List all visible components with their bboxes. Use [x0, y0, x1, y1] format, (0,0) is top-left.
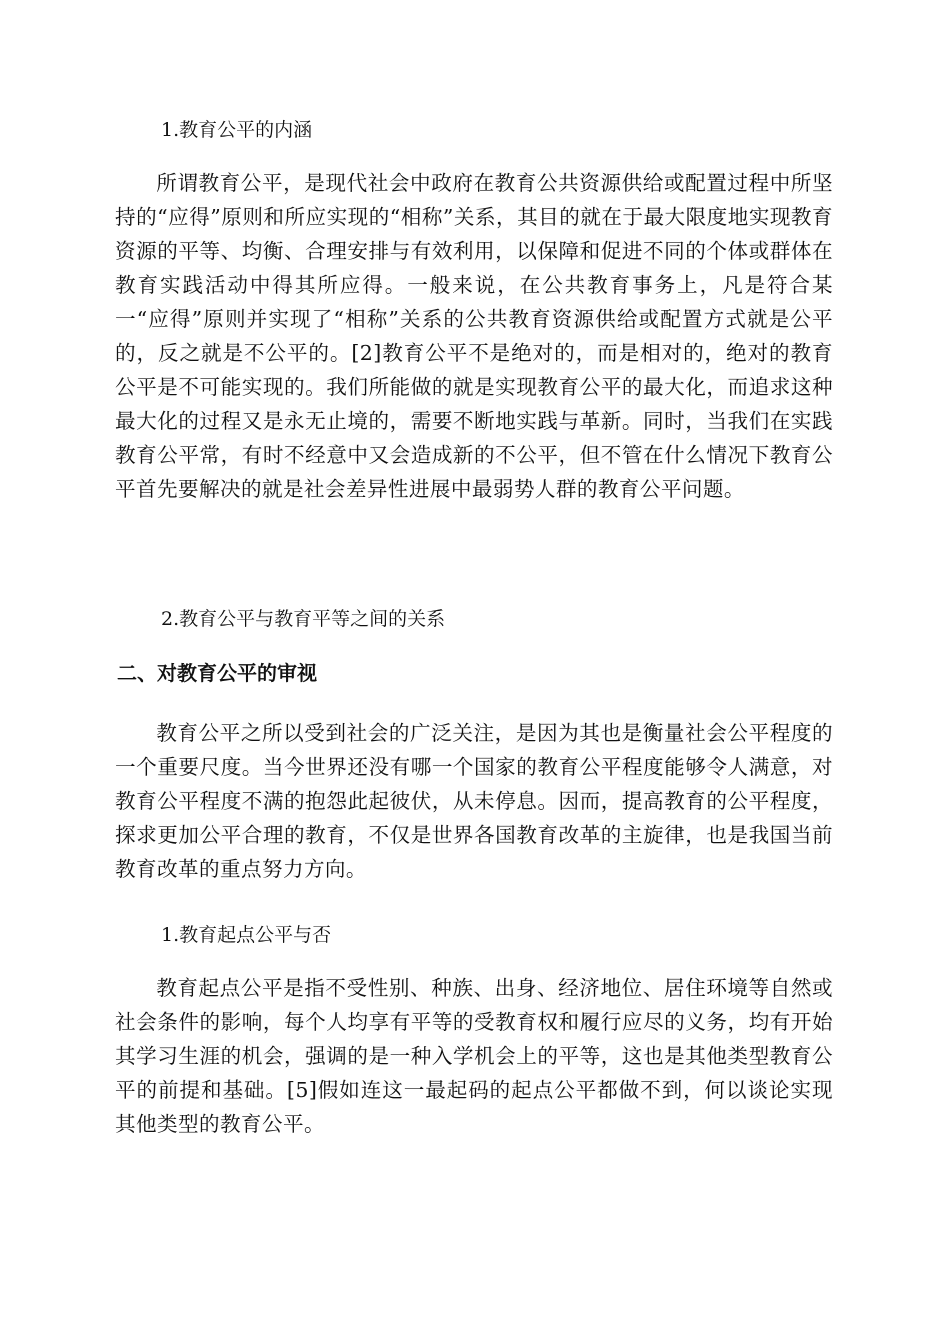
paragraph-fairness-definition: 所谓教育公平，是现代社会中政府在教育公共资源供给或配置过程中所坚持的“应得”原则和所应实现的“相称”关系，其目的就在于最大限度地实现教育资源的平等、均衡、合理安排与有效利用，以保障和促进不同的个体或群体在教育实践活动中得其所应得。一般来说，在公共教育事务上，凡是符合某一“应得”原则并实现了“相称”关系的公共教育资源供给或配置方式就是公平的，反之就是不公平的。[2]教育公平不是绝对的，而是相对的，绝对的教育公平是不可能实现的。我们所能做的就是实现教育公平的最大化，而追求这种最大化的过程又是永无止境的，需要不断地实践与革新。同时，当我们在实践教育公平常，有时不经意中又会造成新的不公平，但不管在什么情况下教育公平首先要解决的就是社会差异性进展中最弱势人群的教育公平问题。 — [115, 171, 833, 501]
paragraph-fairness-attention: 教育公平之所以受到社会的广泛关注，是因为其也是衡量社会公平程度的一个重要尺度。当今世界还没有哪一个国家的教育公平程度能够令人满意，对教育公平程度不满的抱怨此起彼伏，从未停息。因而，提高教育的公平程度，探求更加公平合理的教育，不仅是世界各国教育改革的主旋律，也是我国当前教育改革的重点努力方向。 — [115, 721, 833, 881]
subheading-fairness-equality-relation: 2.教育公平与教育平等之间的关系 — [161, 608, 446, 630]
section-heading-fairness-review: 二、对教育公平的审视 — [117, 661, 317, 685]
subheading-education-fairness-meaning: 1.教育公平的内涵 — [161, 119, 313, 141]
subheading-starting-point-fairness: 1.教育起点公平与否 — [161, 924, 332, 946]
paragraph-starting-point-fairness: 教育起点公平是指不受性别、种族、出身、经济地位、居住环境等自然或社会条件的影响，每个人均享有平等的受教育权和履行应尽的义务，均有开始其学习生涯的机会，强调的是一种入学机会上的平等，这也是其他类型教育公平的前提和基础。[5]假如连这一最起码的起点公平都做不到，何以谈论实现其他类型的教育公平。 — [115, 976, 833, 1136]
